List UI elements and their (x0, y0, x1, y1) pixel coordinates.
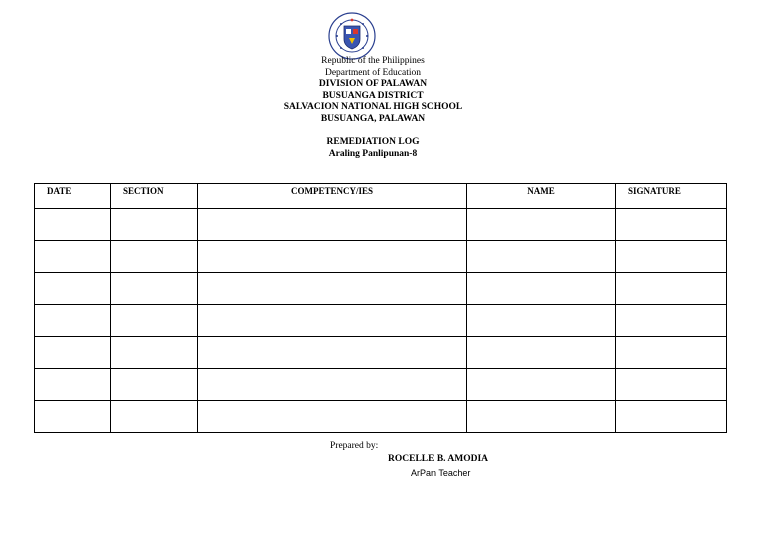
table-row (35, 273, 727, 305)
table-cell[interactable] (467, 369, 616, 401)
table-cell[interactable] (616, 305, 727, 337)
table-cell[interactable] (616, 273, 727, 305)
table-cell[interactable] (198, 369, 467, 401)
table-cell[interactable] (35, 273, 111, 305)
table-cell[interactable] (467, 273, 616, 305)
division-line: DIVISION OF PALAWAN (318, 79, 428, 89)
prepared-by-label: Prepared by: (330, 441, 379, 451)
table-row (35, 369, 727, 401)
table-cell[interactable] (35, 305, 111, 337)
document-header (0, 56, 746, 160)
table-cell[interactable] (111, 401, 198, 433)
department-line: Department of Education (324, 67, 422, 78)
table-cell[interactable] (616, 209, 727, 241)
table-cell[interactable] (35, 337, 111, 369)
table-cell[interactable] (467, 209, 616, 241)
table-cell[interactable] (35, 241, 111, 273)
column-header-name: NAME (467, 184, 616, 209)
table-cell[interactable] (616, 401, 727, 433)
table-cell[interactable] (111, 273, 198, 305)
table-cell[interactable] (198, 209, 467, 241)
table-cell[interactable] (111, 337, 198, 369)
table-cell[interactable] (111, 241, 198, 273)
table-cell[interactable] (111, 369, 198, 401)
table-cell[interactable] (467, 337, 616, 369)
table-cell[interactable] (198, 273, 467, 305)
table-cell[interactable] (467, 401, 616, 433)
table-cell[interactable] (35, 401, 111, 433)
table-cell[interactable] (35, 369, 111, 401)
table-row (35, 209, 727, 241)
table-row (35, 305, 727, 337)
district-line: BUSUANGA DISTRICT (322, 90, 424, 101)
subject-line: Araling Panlipunan-8 (328, 148, 418, 159)
table-cell[interactable] (111, 209, 198, 241)
deped-seal-logo (327, 12, 377, 60)
table-cell[interactable] (616, 337, 727, 369)
column-header-signature: SIGNATURE (616, 184, 727, 209)
remediation-log-table (34, 183, 727, 433)
preparer-name: ROCELLE B. AMODIA (388, 454, 489, 464)
table-cell[interactable] (35, 209, 111, 241)
address-line: BUSUANGA, PALAWAN (320, 113, 426, 124)
column-header-competency: COMPETENCY/IES (198, 184, 467, 209)
table-cell[interactable] (198, 337, 467, 369)
table-header-row (35, 184, 727, 209)
table-row (35, 241, 727, 273)
table-cell[interactable] (198, 401, 467, 433)
document-title: REMEDIATION LOG (326, 137, 420, 147)
table-cell[interactable] (467, 305, 616, 337)
table-cell[interactable] (616, 241, 727, 273)
table-row (35, 401, 727, 433)
preparer-title: ArPan Teacher (411, 468, 471, 478)
table-row (35, 337, 727, 369)
table-cell[interactable] (467, 241, 616, 273)
table-cell[interactable] (198, 241, 467, 273)
table-cell[interactable] (616, 369, 727, 401)
school-line: SALVACION NATIONAL HIGH SCHOOL (283, 102, 463, 112)
country-line: Republic of the Philippines (321, 56, 425, 66)
column-header-section: SECTION (111, 184, 198, 209)
table-cell[interactable] (111, 305, 198, 337)
column-header-date: DATE (35, 184, 111, 209)
table-cell[interactable] (198, 305, 467, 337)
